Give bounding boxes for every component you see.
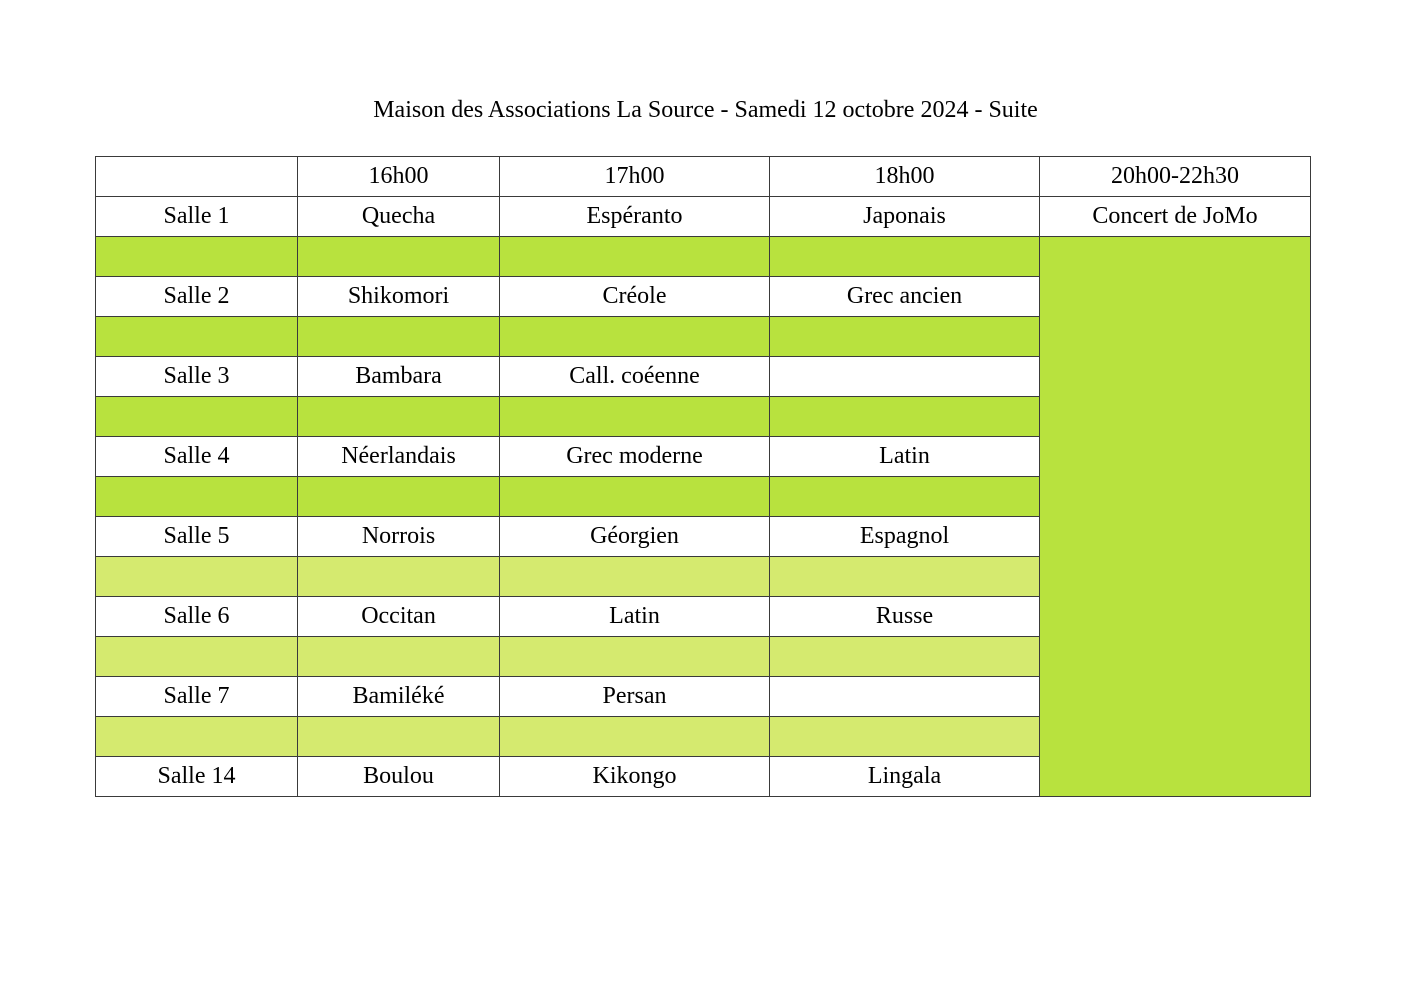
separator-cell [770, 477, 1040, 517]
separator-cell [500, 557, 770, 597]
session-cell [770, 677, 1040, 717]
session-cell: Latin [770, 437, 1040, 477]
session-cell: Persan [500, 677, 770, 717]
separator-cell [96, 237, 298, 277]
separator-cell [770, 317, 1040, 357]
session-cell: Russe [770, 597, 1040, 637]
room-label: Salle 14 [96, 757, 298, 797]
separator-cell [96, 717, 298, 757]
separator-cell [770, 397, 1040, 437]
separator-cell [96, 317, 298, 357]
session-cell: Créole [500, 277, 770, 317]
separator-row [96, 237, 1311, 277]
schedule-table [95, 156, 1311, 797]
session-cell: Bamiléké [298, 677, 500, 717]
room-label: Salle 5 [96, 517, 298, 557]
session-cell: Norrois [298, 517, 500, 557]
room-label: Salle 4 [96, 437, 298, 477]
session-cell: Lingala [770, 757, 1040, 797]
session-cell: Occitan [298, 597, 500, 637]
separator-cell [298, 397, 500, 437]
separator-cell [298, 237, 500, 277]
separator-cell [298, 317, 500, 357]
page-title: Maison des Associations La Source - Samedi 12 octobre 2024 - Suite [373, 97, 1038, 123]
session-cell: Néerlandais [298, 437, 500, 477]
separator-cell [96, 477, 298, 517]
corner-cell [96, 157, 298, 197]
separator-cell [96, 637, 298, 677]
separator-cell [770, 717, 1040, 757]
header-row [96, 157, 1311, 197]
room-label: Salle 3 [96, 357, 298, 397]
session-cell: Espagnol [770, 517, 1040, 557]
session-cell: Shikomori [298, 277, 500, 317]
separator-cell [96, 557, 298, 597]
separator-cell [298, 637, 500, 677]
separator-cell [500, 477, 770, 517]
separator-cell [500, 317, 770, 357]
separator-cell [500, 637, 770, 677]
session-cell: Quecha [298, 197, 500, 237]
separator-cell [770, 237, 1040, 277]
separator-cell [770, 637, 1040, 677]
room-row [96, 197, 1311, 237]
room-label: Salle 2 [96, 277, 298, 317]
separator-cell [500, 397, 770, 437]
time-header-cell: 18h00 [770, 157, 1040, 197]
separator-cell [298, 557, 500, 597]
session-cell: Call. coéenne [500, 357, 770, 397]
session-cell: Kikongo [500, 757, 770, 797]
time-header-cell: 17h00 [500, 157, 770, 197]
room-label: Salle 1 [96, 197, 298, 237]
separator-cell [500, 717, 770, 757]
room-label: Salle 6 [96, 597, 298, 637]
session-cell: Grec moderne [500, 437, 770, 477]
separator-cell [298, 477, 500, 517]
separator-cell [298, 717, 500, 757]
time-header-cell: 20h00-22h30 [1040, 157, 1311, 197]
separator-cell [500, 237, 770, 277]
session-cell: Bambara [298, 357, 500, 397]
separator-cell [770, 557, 1040, 597]
concert-cell: Concert de JoMo [1040, 197, 1311, 237]
session-cell: Japonais [770, 197, 1040, 237]
time-header-cell: 16h00 [298, 157, 500, 197]
separator-cell [96, 397, 298, 437]
session-cell [770, 357, 1040, 397]
session-cell: Boulou [298, 757, 500, 797]
session-cell: Grec ancien [770, 277, 1040, 317]
session-cell: Géorgien [500, 517, 770, 557]
session-cell: Latin [500, 597, 770, 637]
session-cell: Espéranto [500, 197, 770, 237]
room-label: Salle 7 [96, 677, 298, 717]
evening-empty-span [1040, 237, 1311, 797]
